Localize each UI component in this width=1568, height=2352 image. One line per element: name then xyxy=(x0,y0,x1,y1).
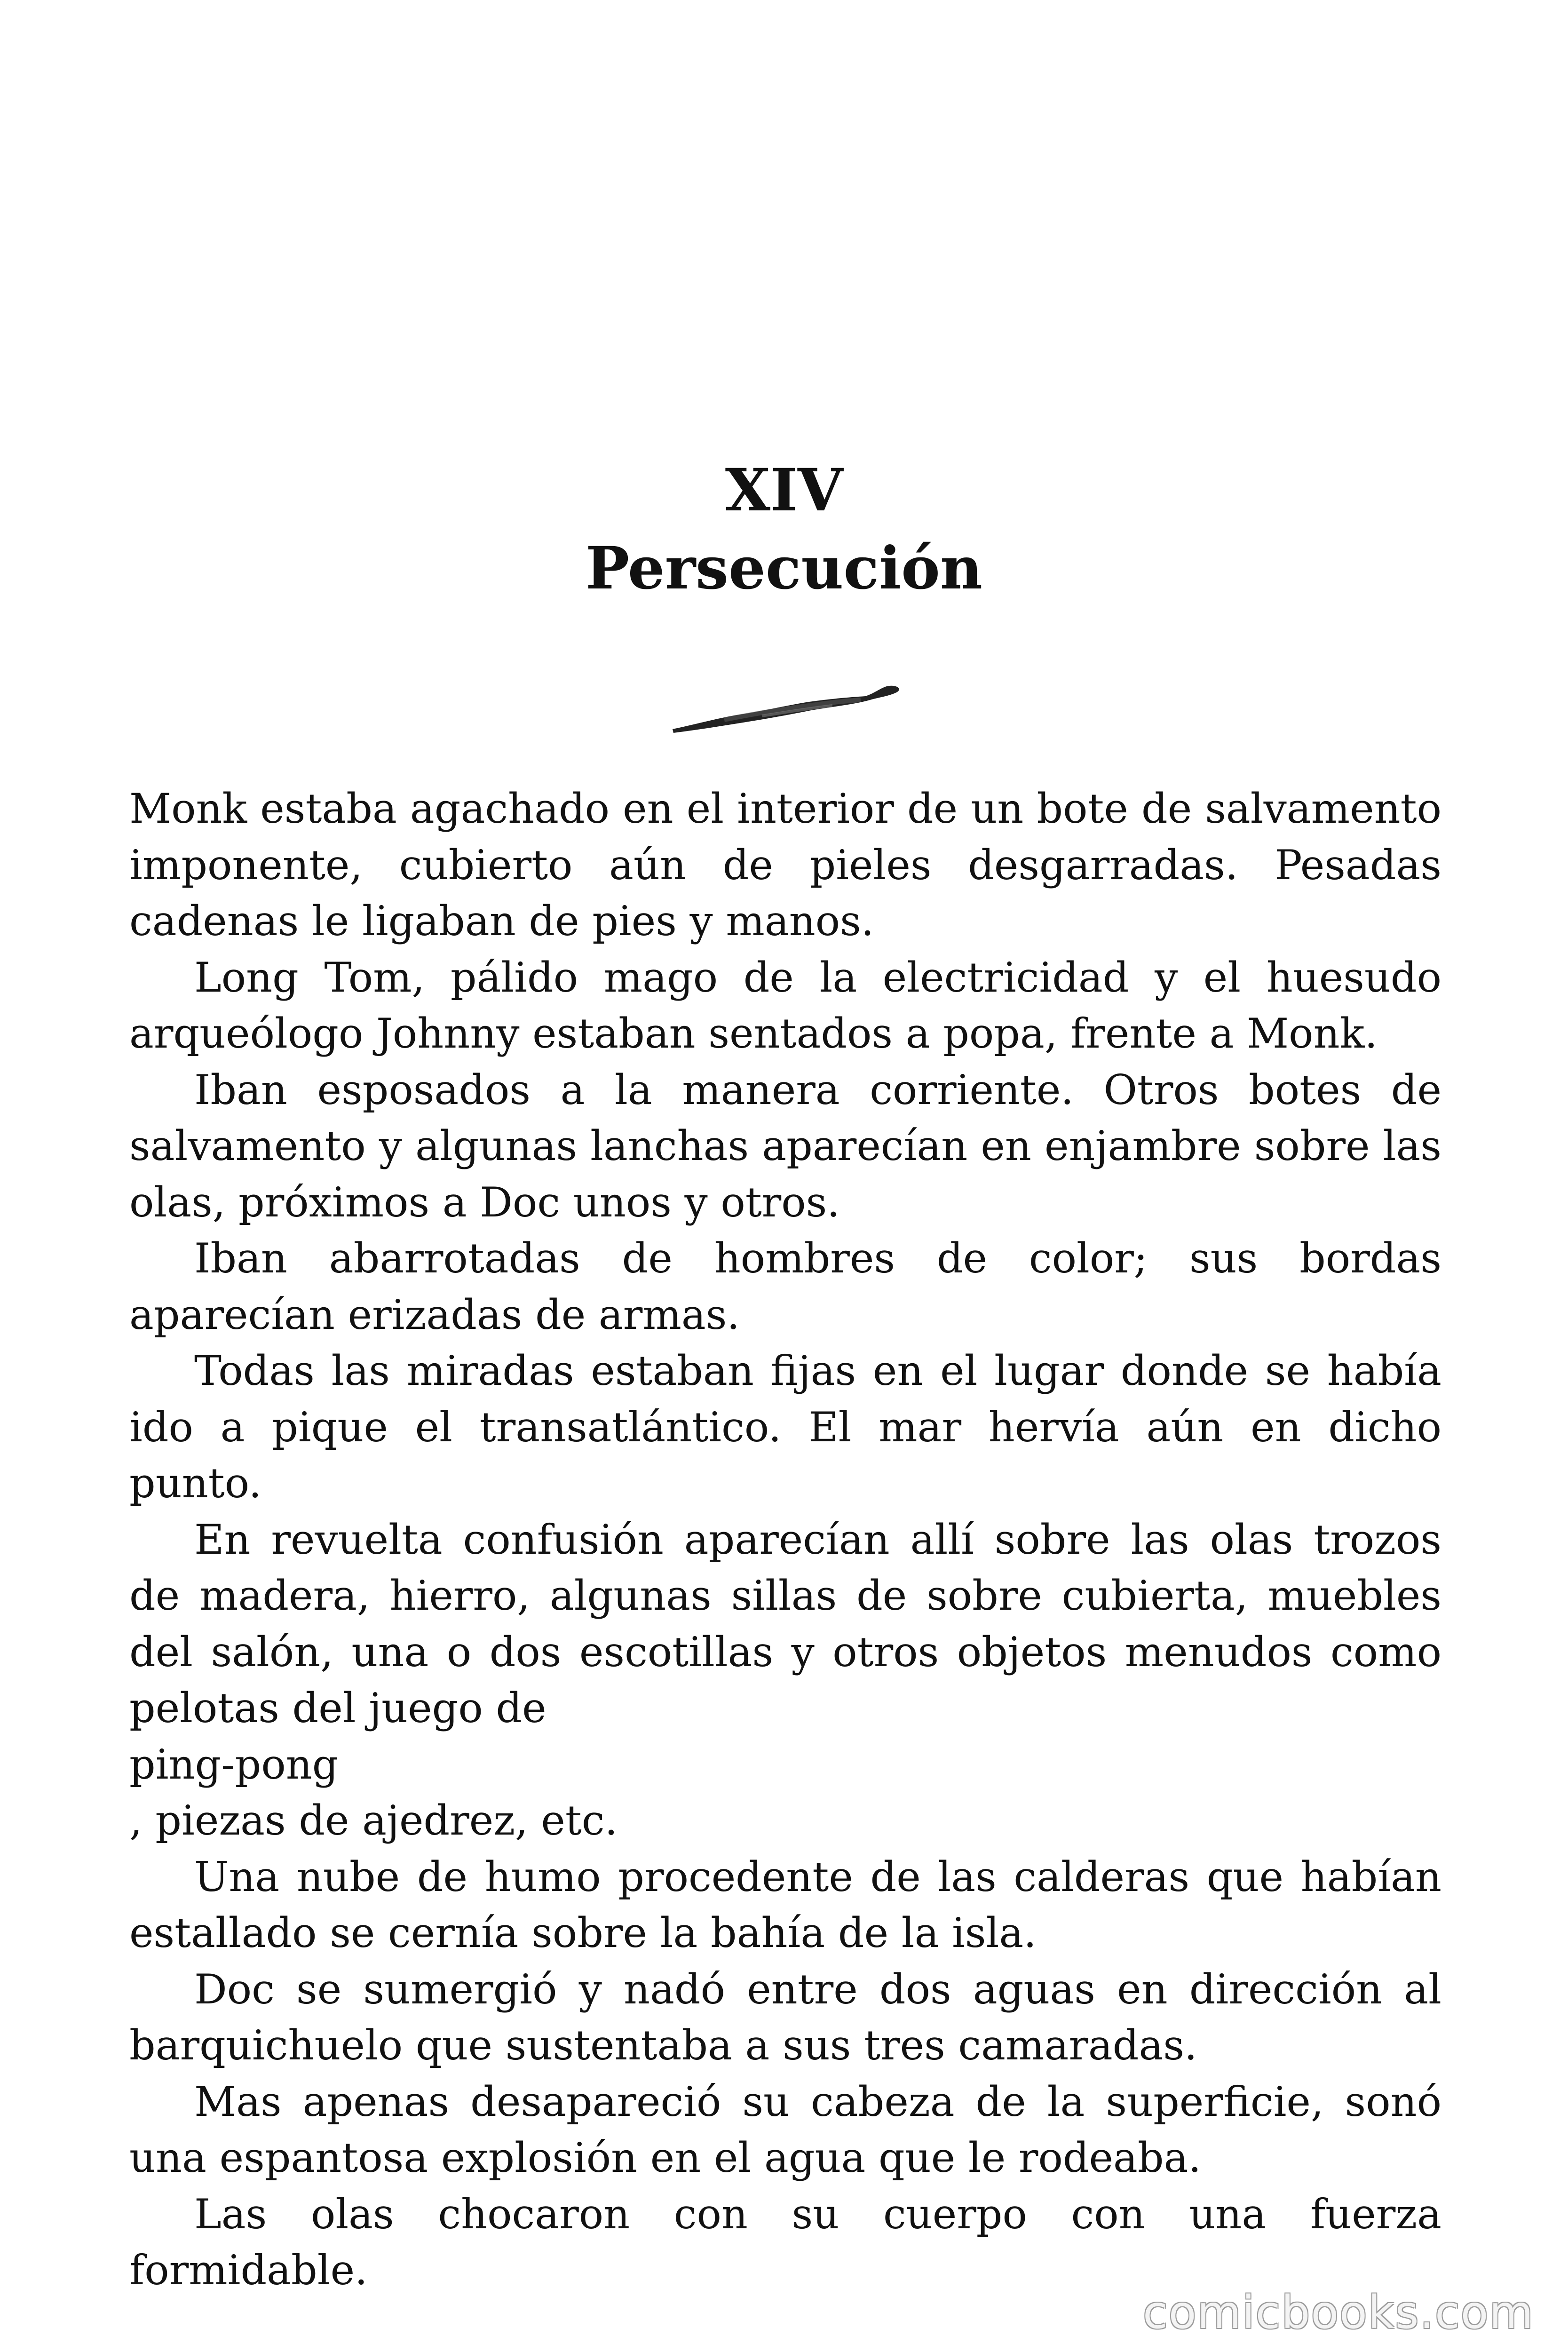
paragraph: Una nube de humo procedente de las calderas que habían estallado se cernía sobre la bahía de la isla. xyxy=(129,1852,1441,1957)
paragraph: Monk estaba agachado en el interior de un bote de salvamento imponente, cubierto aún de pieles desgarradas. Pesadas cadenas le ligaban de pies y manos. xyxy=(129,785,1441,945)
chapter-number: XIV xyxy=(725,456,843,524)
chapter-heading xyxy=(0,452,1568,608)
watermark: comicbooks.com xyxy=(1142,2286,1534,2339)
paragraph: Todas las miradas estaban fijas en el lugar donde se había ido a pique el transatlántico. El mar hervía aún en dicho punto. xyxy=(129,1347,1441,1507)
paragraph: Iban esposados a la manera corriente. Otros botes de salvamento y algunas lanchas aparecían en enjambre sobre las olas, próximos a Doc unos y otros. xyxy=(129,1065,1441,1226)
paragraph: , piezas de ajedrez, etc. xyxy=(129,1796,618,1844)
paragraph: ping-pong xyxy=(129,1740,339,1788)
paragraph: Mas apenas desapareció su cabeza de la superficie, sonó una espantosa explosión en el agua que le rodeaba. xyxy=(129,2077,1441,2182)
paragraph: En revuelta confusión aparecían allí sobre las olas trozos de madera, hierro, algunas sillas de sobre cubierta, muebles del salón, una o dos escotillas y otros objetos menudos como pelotas del juego de xyxy=(129,1515,1441,1732)
paragraph: Iban abarrotadas de hombres de color; sus bordas aparecían erizadas de armas. xyxy=(129,1234,1441,1339)
body-text xyxy=(129,781,1441,2299)
chapter-title: Persecución xyxy=(586,534,982,603)
paragraph: Long Tom, pálido mago de la electricidad y el huesudo arqueólogo Johnny estaban sentados a popa, frente a Monk. xyxy=(129,953,1441,1057)
paragraph: Las olas chocaron con su cuerpo con una fuerza formidable. xyxy=(129,2190,1441,2294)
brush-stroke-ornament-icon xyxy=(668,673,903,739)
paragraph: Doc se sumergió y nadó entre dos aguas en dirección al barquichuelo que sustentaba a sus tres camaradas. xyxy=(129,1965,1441,2069)
